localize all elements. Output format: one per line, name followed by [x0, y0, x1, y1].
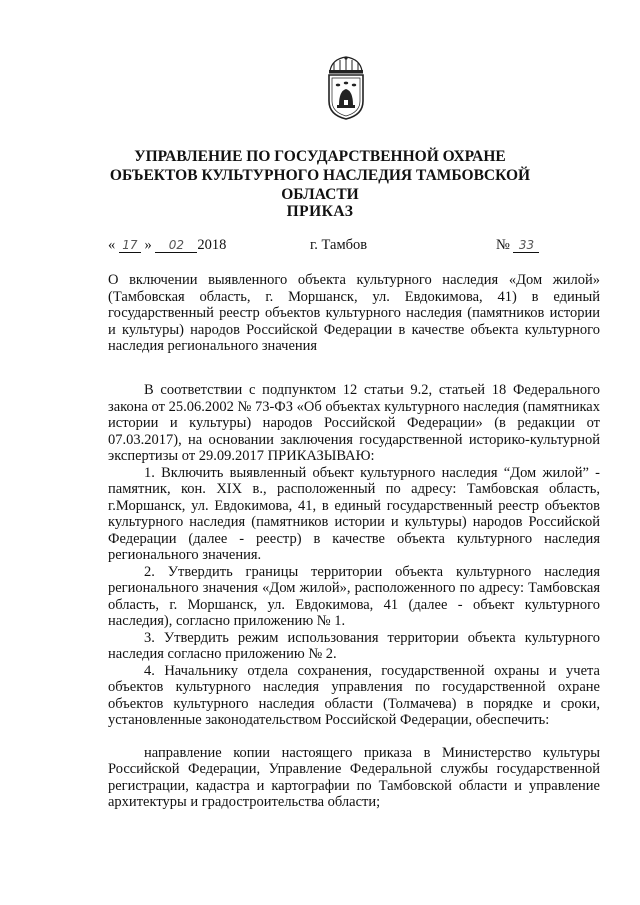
document-number [496, 237, 539, 254]
date-year: 2018 [197, 237, 227, 253]
date-quote-close: » [144, 237, 152, 253]
order-item-4: 4. Начальнику отдела сохранения, государственной охраны и учета объектов культурного наследия управления по государственной охране объектов культурного наследия области (Толмачева) в порядке и сроки, установленные законодательством Российской Федерации, обеспечить: [108, 662, 600, 728]
order-item-3: 3. Утвердить режим использования территории объекта культурного наследия согласно приложению № 2. [108, 629, 600, 662]
date-quote-open: « [108, 237, 116, 253]
coat-of-arms-icon [322, 55, 370, 121]
document-city: г. Тамбов [310, 237, 368, 253]
preamble: В соответствии с подпунктом 12 статьи 9.2, статьей 18 Федерального закона от 25.06.2002 № 73-ФЗ «Об объектах культурного наследия (памятниках истории и культуры) народов Российской Федерации» (в редакции от 07.03.2017), на основании заключения государственной историко-культурной экспертизы от 29.09.2017 ПРИКАЗЫВАЮ: [108, 382, 600, 464]
order-item-2: 2. Утвердить границы территории объекта культурного наследия регионального значения «Дом жилой», расположенного по адресу: Тамбовская область, г. Моршанск, ул. Евдокимова, 41 (далее - объект культурного наследия), согласно приложению № 1. [108, 563, 600, 629]
number-value: 33 [513, 238, 539, 253]
order-item-1: 1. Включить выявленный объект культурного наследия “Дом жилой” - памятник, кон. XIX в., расположенный по адресу: Тамбовская область, г.Моршанск, ул. Евдокимова, 41, в единый государственный реестр объектов культурного наследия (памятников истории и культуры) народов Российской Федерации (далее - реестр) в качестве объекта культурного наследия регионального значения. [108, 464, 600, 563]
order-body [108, 382, 600, 811]
organization-title: УПРАВЛЕНИЕ ПО ГОСУДАРСТВЕННОЙ ОХРАНЕ ОБЪЕКТОВ КУЛЬТУРНОГО НАСЛЕДИЯ ТАМБОВСКОЙ ОБЛАСТИ [109, 148, 531, 203]
number-label: № [496, 237, 510, 253]
document-type: ПРИКАЗ [286, 203, 354, 220]
document-date [108, 237, 226, 254]
date-month: 02 [155, 238, 197, 253]
order-subject: О включении выявленного объекта культурного наследия «Дом жилой» (Тамбовская область, г. Моршанск, ул. Евдокимова, 41) в единый государственный реестр объектов культурного наследия (памятников истории и культуры) народов Российской Федерации в качестве объекта культурного наследия регионального значения [108, 272, 600, 354]
date-day: 17 [119, 238, 141, 253]
order-item-4-subitem: направление копии настоящего приказа в Министерство культуры Российской Федерации, Управление Федеральной службы государственной регистрации, кадастра и картографии по Тамбовской области и управление архитектуры и градостроительства области; [108, 744, 600, 810]
